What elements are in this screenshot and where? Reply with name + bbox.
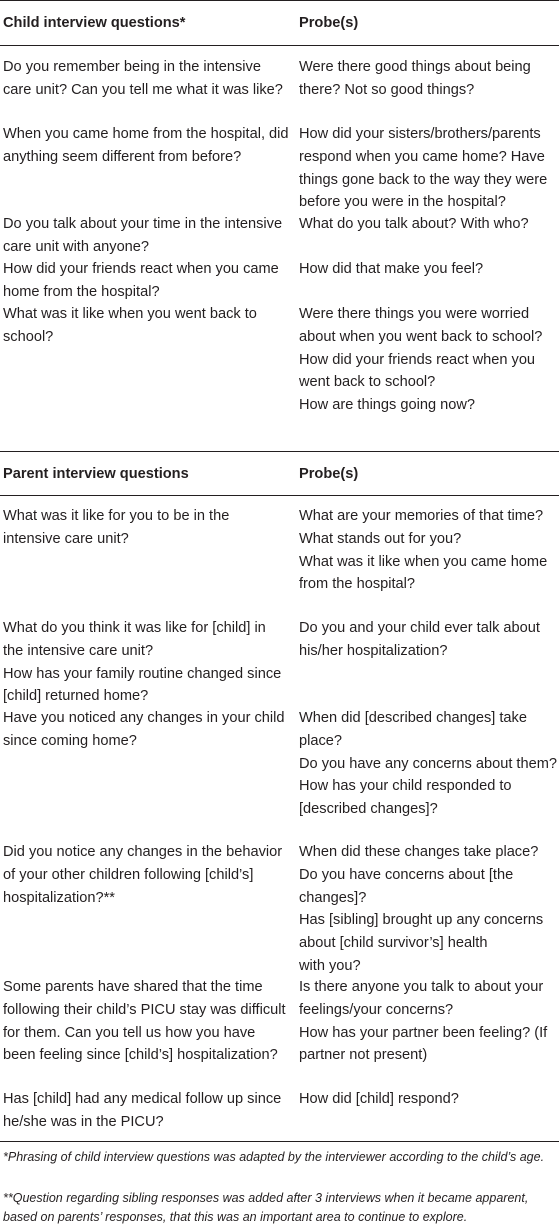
parent-questions-header: Parent interview questions [3,466,189,482]
parent-question-6: Has [child] had any medical follow up since he/she was in the PICU? [3,1091,282,1130]
footnote-child-phrasing: *Phrasing of child interview questions was adapted by the interviewer according to the child’s age. [3,1150,545,1164]
child-probe-4: How did that make you feel? [299,261,484,277]
parent-probe-3: When did [described changes] take place? Do you have any concerns about them? How has your child responded to [described changes]? [299,710,557,818]
parent-probe-6: How did [child] respond? [299,1091,459,1107]
child-probe-3: What do you talk about? With who? [299,216,529,232]
parent-question-1: What was it like for you to be in the intensive care unit? [3,508,230,547]
table-top-rule [0,0,559,1]
child-question-1: Do you remember being in the intensive care unit? Can you tell me what it was like? [3,59,283,98]
child-probe-2: How did your sisters/brothers/parents respond when you came home? Have things gone back to the way they were before you were in the hospital? [299,126,548,211]
parent-probes-header: Probe(s) [299,466,359,482]
parent-header-rule [0,495,559,496]
child-questions-header: Child interview questions* [3,15,186,31]
table-bottom-rule [0,1141,559,1142]
parent-question-4: Did you notice any changes in the behavior of your other children following [child’s] hospitalization?** [3,844,283,906]
child-probe-5: Were there things you were worried about when you went back to school? How did your friends react when you went back to school? How are things going now? [299,306,543,414]
parent-question-3: Have you noticed any changes in your child since coming home? [3,710,285,749]
child-probes-header: Probe(s) [299,15,359,31]
parent-probe-5: Is there anyone you talk to about your feelings/your concerns? How has your partner been feeling? (If partner not present) [299,979,548,1064]
parent-question-2: What do you think it was like for [child] in the intensive care unit? How has your family routine changed since [child] returned home? [3,620,282,705]
child-question-4: How did your friends react when you came home from the hospital? [3,261,279,300]
parent-question-5: Some parents have shared that the time following their child’s PICU stay was difficult for them. Can you tell us how you have been feeling since [child’s] hospitalization? [3,979,286,1064]
section-divider-rule [0,451,559,452]
parent-probe-1: What are your memories of that time? What stands out for you? What was it like when you came home from the hospital? [299,508,548,593]
parent-probe-2: Do you and your child ever talk about his/her hospitalization? [299,620,540,659]
child-question-3: Do you talk about your time in the intensive care unit with anyone? [3,216,283,255]
child-question-5: What was it like when you went back to school? [3,306,257,345]
child-header-rule [0,45,559,46]
parent-probe-4: When did these changes take place? Do you have concerns about [the changes]? Has [sibling] brought up any concerns about [child survivor’s] health with you? [299,844,544,974]
child-question-2: When you came home from the hospital, did anything seem different from before? [3,126,289,165]
footnote-sibling-question: **Question regarding sibling responses was added after 3 interviews when it became apparent, based on parents’ responses, that this was an important area to continue to explore. [3,1191,529,1225]
child-probe-1: Were there good things about being there? Not so good things? [299,59,531,98]
